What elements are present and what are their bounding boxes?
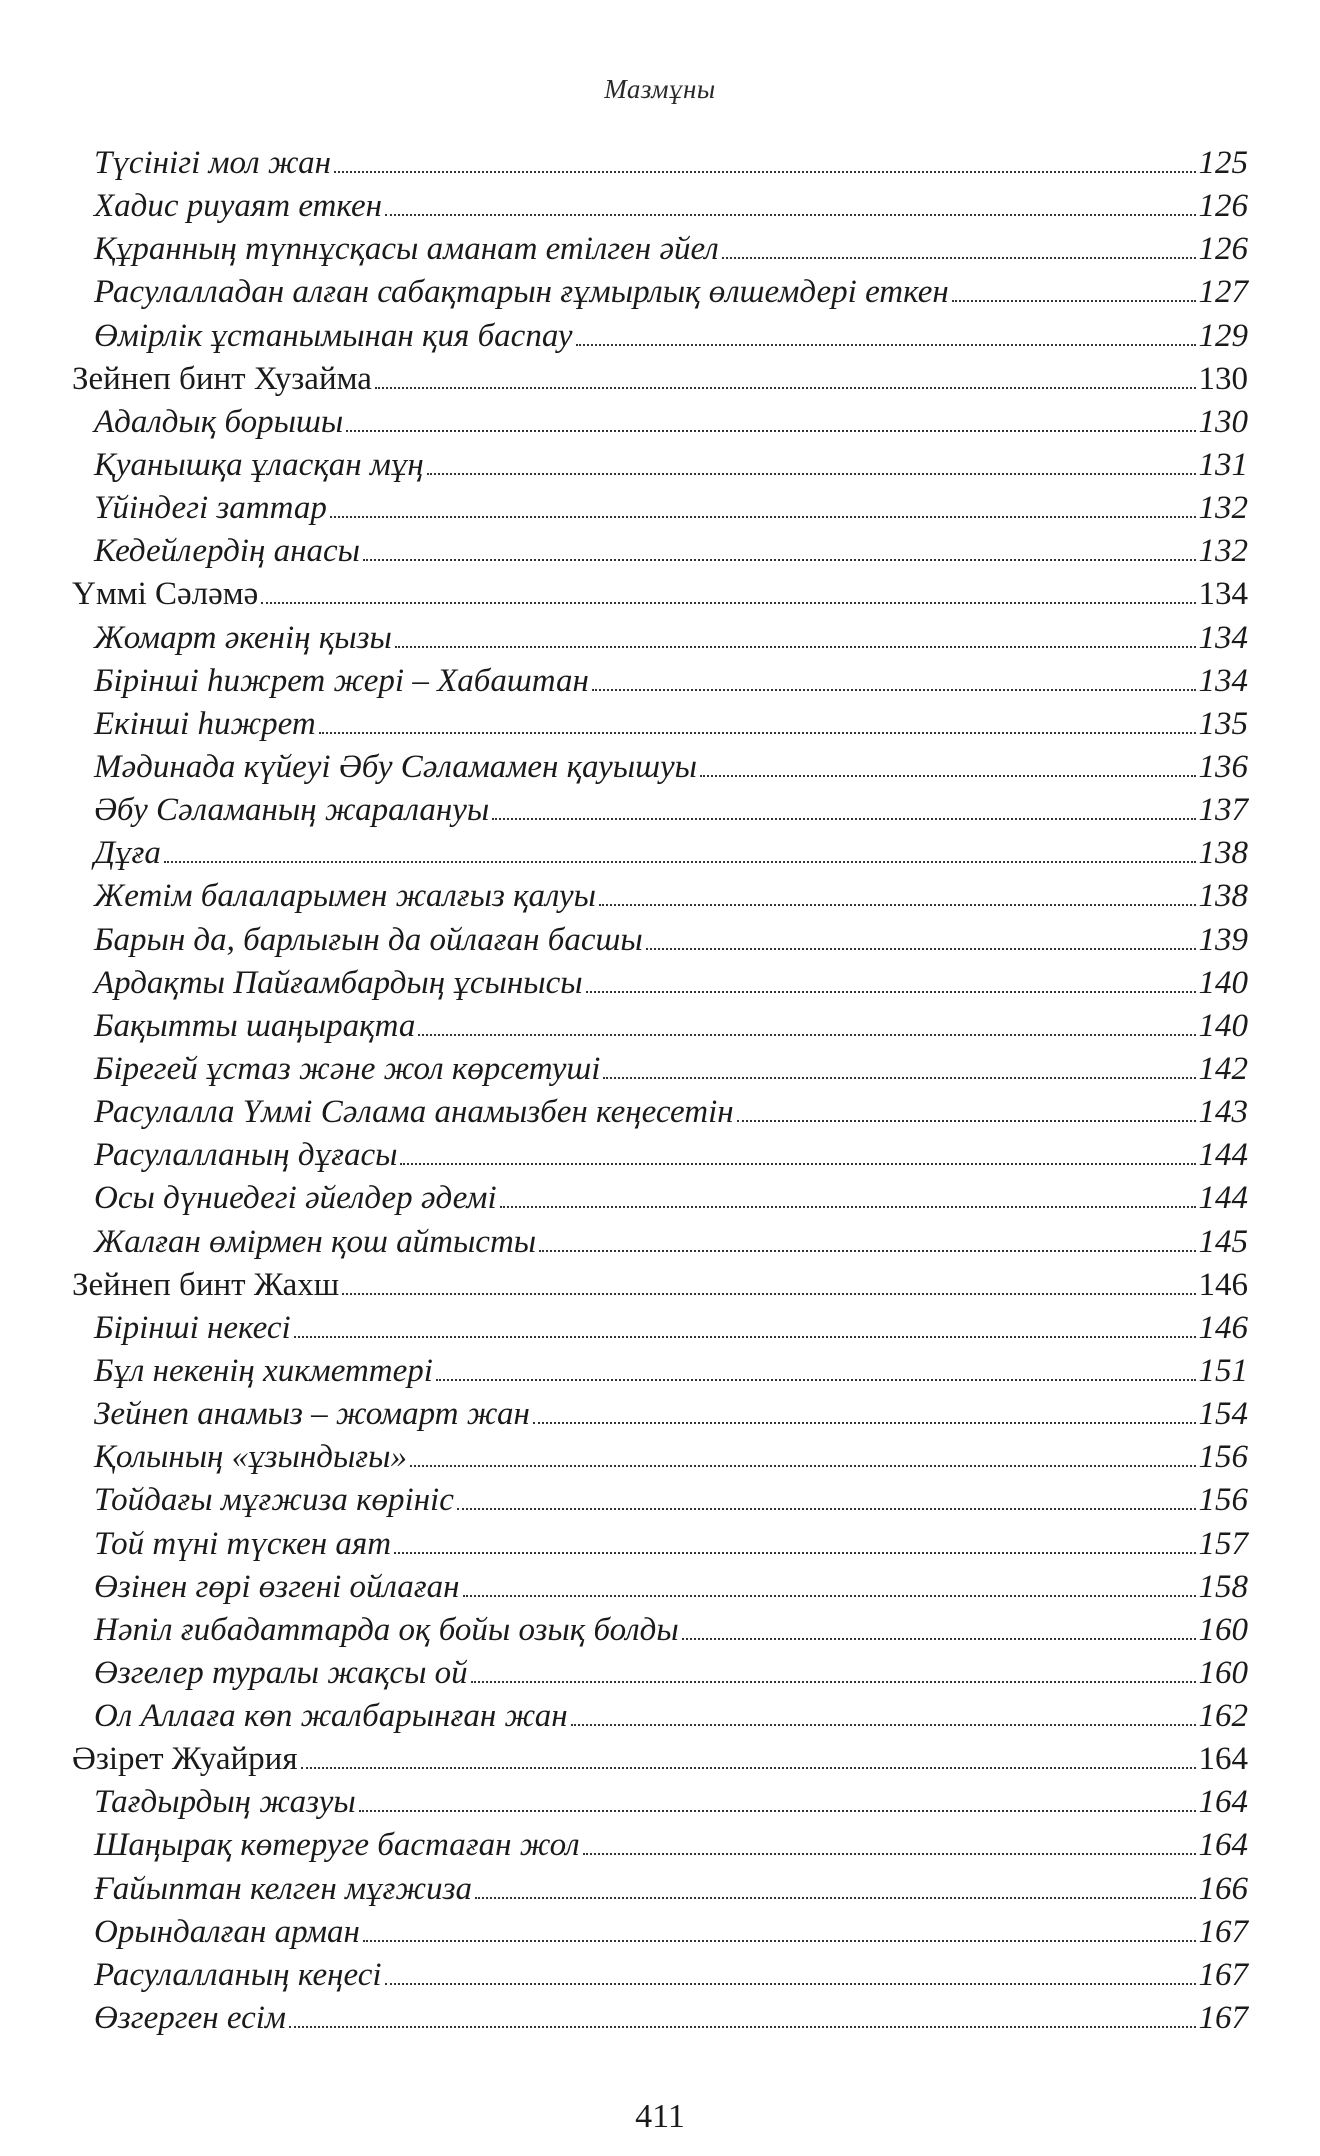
toc-section-entry [72,530,1248,573]
toc-entry-page: 142 [1198,1050,1248,1087]
toc-entry-page: 134 [1198,576,1248,613]
toc-entry-title: Үммі Сәләмә [72,576,259,613]
toc-section-entry [72,142,1248,185]
toc-entry-page: 162 [1198,1698,1248,1735]
toc-entry-page: 146 [1198,1309,1248,1346]
toc-section-entry [72,1307,1248,1350]
toc-entry-page: 146 [1198,1266,1248,1303]
toc-entry-page: 164 [1198,1827,1248,1864]
toc-entry-page: 166 [1198,1870,1248,1907]
toc-section-entry [72,1393,1248,1436]
toc-entry-title: Расулалладан алған сабақтарын ғұмырлық өлшемдері еткен [94,274,949,311]
dot-leader [603,1077,1195,1079]
toc-section-entry [72,1221,1248,1264]
toc-entry-page: 135 [1198,705,1248,742]
toc-entry-title: Той түні түскен аят [94,1525,392,1562]
dot-leader [330,516,1196,518]
toc-entry-title: Орындалған арман [94,1913,360,1950]
dot-leader [492,818,1195,820]
toc-entry-title: Барын да, барлығын да ойлаған басшы [94,921,643,958]
toc-entry-page: 136 [1198,748,1248,785]
toc-entry-title: Тағдырдың жазуы [94,1784,356,1821]
toc-entry-page: 144 [1198,1137,1248,1174]
toc-entry-title: Түсінігі мол жан [94,145,332,181]
dot-leader [539,1250,1195,1252]
toc-entry-title: Зейнеп анамыз – жомарт жан [94,1396,530,1433]
toc-section-entry [72,1652,1248,1695]
dot-leader [436,1379,1196,1381]
dot-leader [576,344,1196,346]
dot-leader [359,1810,1196,1812]
toc-entry-title: Зейнеп бинт Жахш [72,1266,340,1303]
toc-section-entry [72,832,1248,875]
dot-leader [418,1034,1195,1036]
toc-entry-title: Ардақты Пайғамбардың ұсынысы [94,964,583,1001]
toc-entry-page: 151 [1198,1352,1248,1389]
toc-entry-page: 157 [1198,1525,1248,1562]
dot-leader [682,1638,1196,1640]
toc-entry-page: 132 [1198,533,1248,570]
toc-chapter-entry [72,1738,1248,1781]
dot-leader [500,1206,1196,1208]
toc-entry-title: Расулалланың дұғасы [94,1137,398,1174]
page-number: 411 [635,2098,685,2135]
dot-leader [385,214,1196,216]
toc-entry-title: Дұға [94,835,161,872]
toc-section-entry [72,1523,1248,1566]
table-of-contents [72,142,1248,2040]
toc-entry-title: Үйіндегі заттар [94,490,327,527]
toc-entry-title: Өзгелер туралы жақсы ой [94,1654,468,1691]
toc-entry-title: Бірегей ұстаз және жол көрсетуші [94,1050,601,1087]
toc-entry-title: Мәдинада күйеуі Әбу Сәламамен қауышуы [94,748,698,785]
dot-leader [294,1336,1196,1338]
toc-entry-page: 126 [1198,188,1248,225]
toc-section-entry [72,1048,1248,1091]
dot-leader [571,1724,1196,1726]
toc-entry-page: 167 [1198,1956,1248,1993]
dot-leader [457,1508,1196,1510]
dot-leader [385,1983,1196,1985]
dot-leader [342,1293,1195,1295]
dot-leader [952,300,1196,302]
toc-section-entry [72,315,1248,358]
toc-section-entry [72,1134,1248,1177]
toc-entry-page: 138 [1198,835,1248,872]
toc-entry-title: Өмірлік ұстанымынан қия баспау [94,317,573,354]
toc-section-entry [72,228,1248,271]
dot-leader [646,948,1196,950]
toc-section-entry [72,1609,1248,1652]
toc-entry-page: 167 [1198,1913,1248,1950]
toc-section-entry [72,1954,1248,1997]
toc-entry-title: Өзгерген есім [94,2000,286,2037]
toc-section-entry [72,1695,1248,1738]
dot-leader [410,1465,1195,1467]
toc-chapter-entry [72,1264,1248,1307]
toc-section-entry [72,1566,1248,1609]
toc-entry-page: 160 [1198,1654,1248,1691]
toc-entry-title: Құранның түпнұсқасы аманат етілген әйел [94,231,719,268]
dot-leader [722,257,1196,259]
toc-entry-page: 144 [1198,1180,1248,1217]
dot-leader [427,473,1196,475]
toc-entry-page: 130 [1198,360,1248,397]
toc-entry-title: Ол Аллаға көп жалбарынған жан [94,1698,568,1735]
toc-section-entry [72,746,1248,789]
dot-leader [737,1120,1196,1122]
toc-entry-title: Қуанышқа ұласқан мұң [94,446,424,483]
toc-entry-title: Әзірет Жуайрия [72,1741,298,1778]
toc-section-entry [72,1436,1248,1479]
toc-entry-page: 134 [1198,619,1248,656]
toc-entry-title: Шаңырақ көтеруге бастаған жол [94,1827,580,1864]
toc-section-entry [72,617,1248,660]
toc-entry-page: 130 [1198,403,1248,440]
dot-leader [463,1595,1196,1597]
toc-entry-page: 160 [1198,1611,1248,1648]
toc-entry-page: 140 [1198,964,1248,1001]
dot-leader [289,2026,1196,2028]
toc-section-entry [72,875,1248,918]
toc-entry-title: Бірінші некесі [94,1309,291,1346]
toc-section-entry [72,1868,1248,1911]
toc-entry-title: Жалған өмірмен қош айтысты [94,1223,537,1260]
running-header: Мазмұны [604,74,716,104]
dot-leader [346,430,1195,432]
toc-entry-title: Жомарт әкенің қызы [94,619,392,656]
dot-leader [363,559,1196,561]
toc-entry-title: Тойдағы мұғжиза көрініс [94,1482,454,1519]
dot-leader [261,602,1195,604]
toc-entry-page: 137 [1198,792,1248,829]
dot-leader [363,1940,1196,1942]
toc-entry-page: 156 [1198,1439,1248,1476]
toc-entry-title: Бірінші һижрет жері – Хабаштан [94,662,589,699]
toc-entry-title: Расулалла Үммі Сәлама анамызбен кеңесетін [94,1094,734,1131]
toc-entry-page: 131 [1198,446,1248,483]
toc-section-entry [72,1005,1248,1048]
toc-section-entry [72,1824,1248,1867]
toc-entry-title: Кедейлердің анасы [94,533,360,570]
toc-chapter-entry [72,358,1248,401]
dot-leader [586,991,1196,993]
toc-entry-title: Зейнеп бинт Хузайма [72,360,372,397]
toc-entry-title: Осы дүниедегі әйелдер әдемі [94,1180,497,1217]
toc-entry-title: Расулалланың кеңесі [94,1956,382,1993]
toc-entry-title: Нәпіл ғибадаттарда оқ бойы озық болды [94,1611,679,1648]
toc-entry-page: 125 [1198,145,1248,181]
toc-entry-page: 127 [1198,274,1248,311]
toc-entry-title: Ғайыптан келген мұғжиза [94,1870,472,1907]
toc-entry-title: Жетім балаларымен жалғыз қалуы [94,878,596,915]
toc-entry-page: 140 [1198,1007,1248,1044]
toc-entry-title: Өзінен гөрі өзгені ойлаған [94,1568,460,1605]
toc-section-entry [72,789,1248,832]
toc-entry-title: Қолының «ұзындығы» [94,1439,408,1476]
toc-entry-page: 145 [1198,1223,1248,1260]
toc-section-entry [72,487,1248,530]
dot-leader [375,387,1196,389]
toc-section-entry [72,271,1248,314]
toc-section-entry [72,962,1248,1005]
dot-leader [471,1681,1196,1683]
toc-section-entry [72,1911,1248,1954]
toc-entry-page: 164 [1198,1741,1248,1778]
dot-leader [599,904,1196,906]
toc-entry-page: 154 [1198,1396,1248,1433]
dot-leader [319,732,1196,734]
toc-entry-title: Адалдық борышы [94,403,344,440]
dot-leader [700,775,1195,777]
toc-chapter-entry [72,573,1248,616]
toc-entry-page: 139 [1198,921,1248,958]
toc-entry-page: 134 [1198,662,1248,699]
dot-leader [301,1767,1196,1769]
toc-entry-page: 129 [1198,317,1248,354]
toc-section-entry [72,660,1248,703]
toc-entry-page: 156 [1198,1482,1248,1519]
dot-leader [583,1853,1196,1855]
toc-section-entry [72,1997,1248,2040]
toc-entry-title: Хадис риуаят еткен [94,188,382,225]
toc-entry-page: 132 [1198,490,1248,527]
toc-section-entry [72,1781,1248,1824]
toc-entry-page: 143 [1198,1094,1248,1131]
toc-section-entry [72,401,1248,444]
dot-leader [533,1422,1196,1424]
dot-leader [400,1163,1195,1165]
toc-entry-page: 164 [1198,1784,1248,1821]
toc-entry-page: 126 [1198,231,1248,268]
toc-section-entry [72,185,1248,228]
dot-leader [164,861,1196,863]
toc-section-entry [72,1091,1248,1134]
toc-section-entry [72,1350,1248,1393]
toc-section-entry [72,444,1248,487]
dot-leader [592,689,1196,691]
toc-entry-title: Бұл некенің хикметтері [94,1352,433,1389]
dot-leader [475,1897,1196,1899]
toc-section-entry [72,703,1248,746]
toc-section-entry [72,1177,1248,1220]
toc-entry-title: Екінші һижрет [94,705,316,742]
toc-entry-title: Бақытты шаңырақта [94,1007,416,1044]
toc-section-entry [72,919,1248,962]
dot-leader [334,171,1195,173]
toc-entry-page: 167 [1198,2000,1248,2037]
dot-leader [394,1552,1195,1554]
dot-leader [395,646,1196,648]
toc-section-entry [72,1479,1248,1522]
toc-entry-page: 138 [1198,878,1248,915]
toc-entry-page: 158 [1198,1568,1248,1605]
toc-entry-title: Әбу Сәламаның жаралануы [94,792,490,829]
